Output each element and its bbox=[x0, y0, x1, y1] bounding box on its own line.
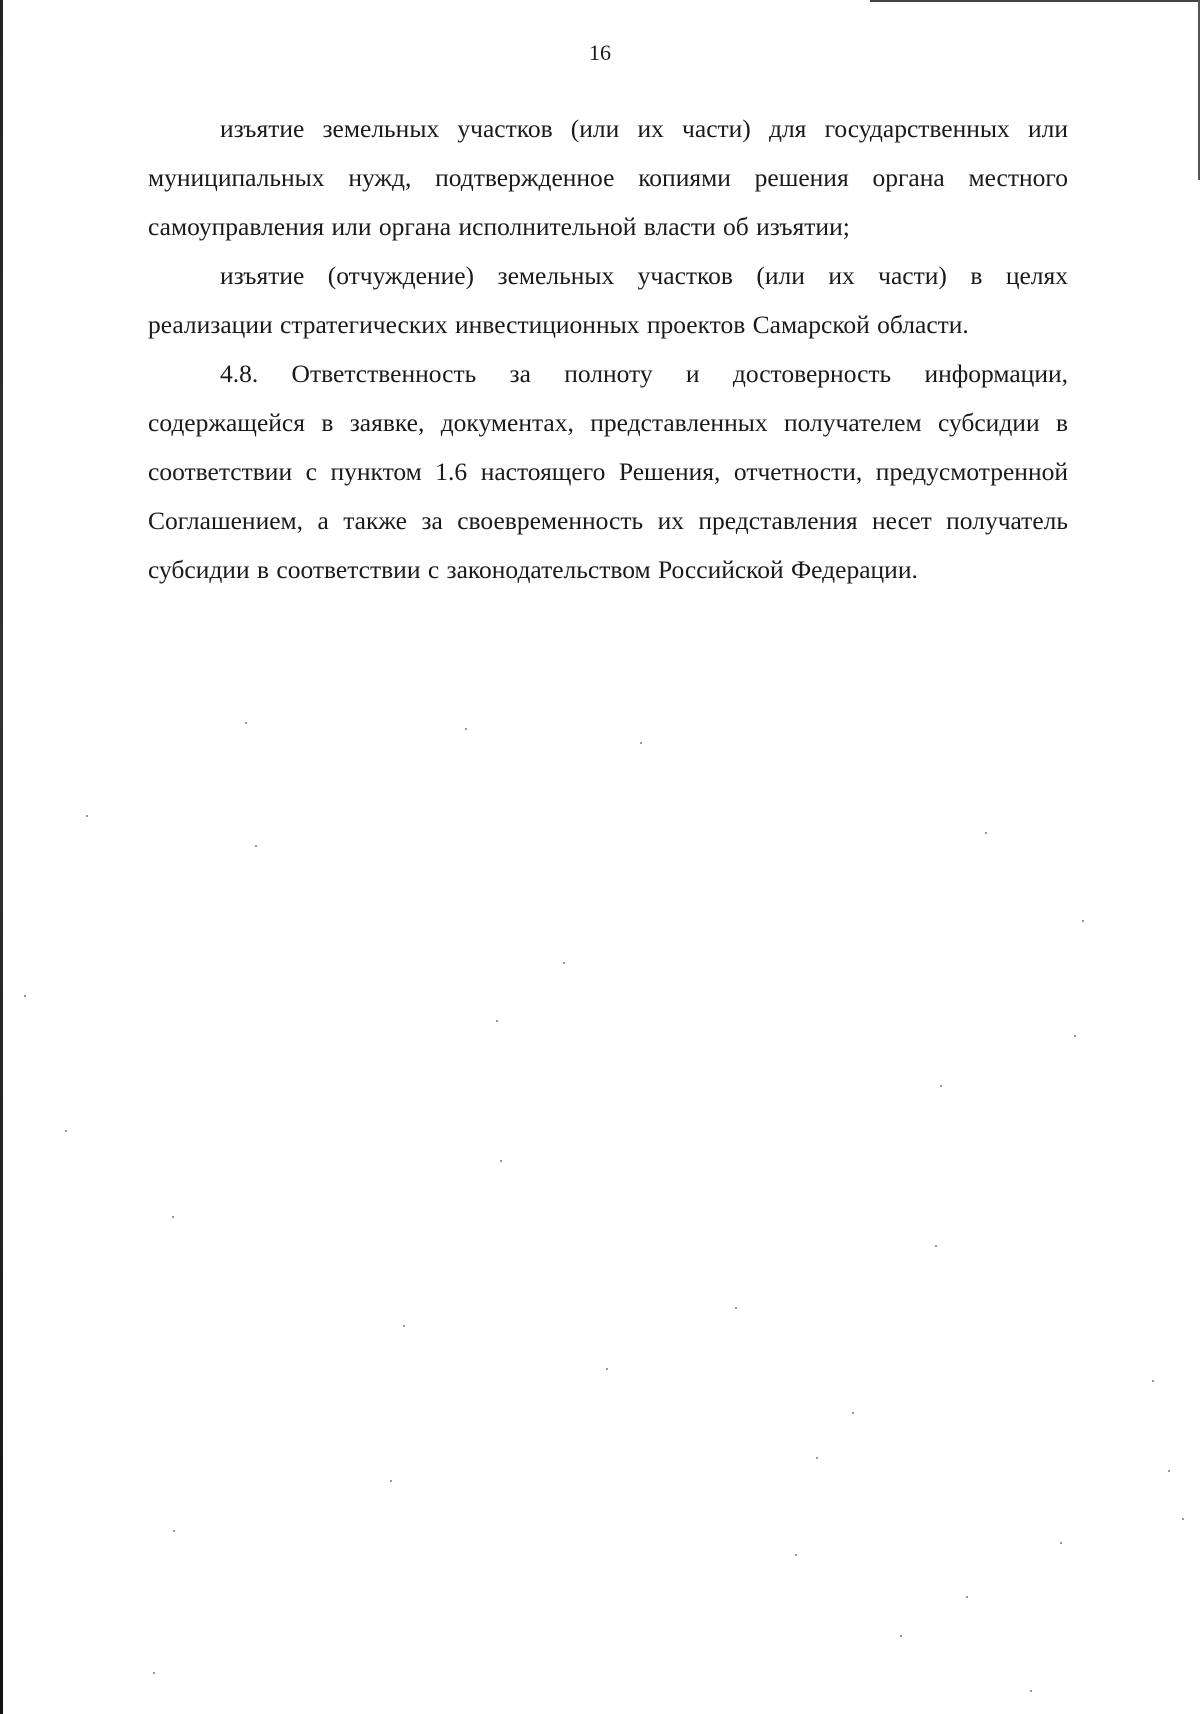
page-number: 16 bbox=[589, 40, 611, 65]
scan-speck bbox=[65, 1130, 67, 1132]
scan-speck bbox=[563, 962, 565, 964]
scan-speck bbox=[390, 1480, 392, 1482]
scan-edge-top bbox=[870, 0, 1200, 2]
paragraph-responsibility: 4.8. Ответственность за полноту и достоверность информации, содержащейся в заявке, документах, представленных получателем субсидии в соответствии с пунктом 1.6 настоящего Решения, отчетности, предусмотренной Соглашением, а также за своевременность их представления несет получатель субсидии в соответствии с законодательством Российской Федерации. bbox=[148, 359, 1068, 584]
scan-speck bbox=[245, 722, 247, 724]
scan-speck bbox=[1168, 1470, 1170, 1472]
scan-speck bbox=[172, 1216, 174, 1218]
scan-speck bbox=[816, 1457, 818, 1459]
scan-speck bbox=[1082, 920, 1084, 922]
scan-speck bbox=[935, 1245, 937, 1247]
scan-speck bbox=[255, 845, 257, 847]
scan-edge-left bbox=[0, 0, 3, 1714]
paragraph-land-seizure-municipal: изъятие земельных участков (или их части) для государственных или муниципальных нужд, подтвержденное копиями решения органа местного самоуправления или органа исполнительной власти об изъятии; bbox=[148, 114, 1068, 241]
scan-speck bbox=[500, 1160, 502, 1162]
scan-speck bbox=[1060, 1542, 1062, 1544]
scan-speck bbox=[900, 1635, 902, 1637]
scan-speck bbox=[940, 1085, 942, 1087]
document-body bbox=[148, 104, 1068, 594]
paragraph-land-seizure-strategic: изъятие (отчуждение) земельных участков (или их части) в целях реализации стратегических инвестиционных проектов Самарской области. bbox=[148, 261, 1068, 339]
scan-speck bbox=[1074, 1035, 1076, 1037]
scan-speck bbox=[795, 1554, 797, 1556]
scan-speck bbox=[1030, 1690, 1032, 1692]
scan-speck bbox=[606, 1368, 608, 1370]
scan-speck bbox=[985, 832, 987, 834]
scan-speck bbox=[24, 995, 26, 997]
scan-speck bbox=[403, 1325, 405, 1327]
scan-speck bbox=[153, 1672, 155, 1674]
scan-speck bbox=[1152, 1380, 1154, 1382]
scan-speck bbox=[465, 728, 467, 730]
scan-speck bbox=[86, 815, 88, 817]
scan-speck bbox=[735, 1307, 737, 1309]
scan-speck bbox=[1182, 1518, 1184, 1520]
scan-speck bbox=[966, 1596, 968, 1598]
scan-speck bbox=[640, 742, 642, 744]
scan-speck bbox=[496, 1020, 498, 1022]
scan-speck bbox=[852, 1412, 854, 1414]
scan-speck bbox=[173, 1530, 175, 1532]
